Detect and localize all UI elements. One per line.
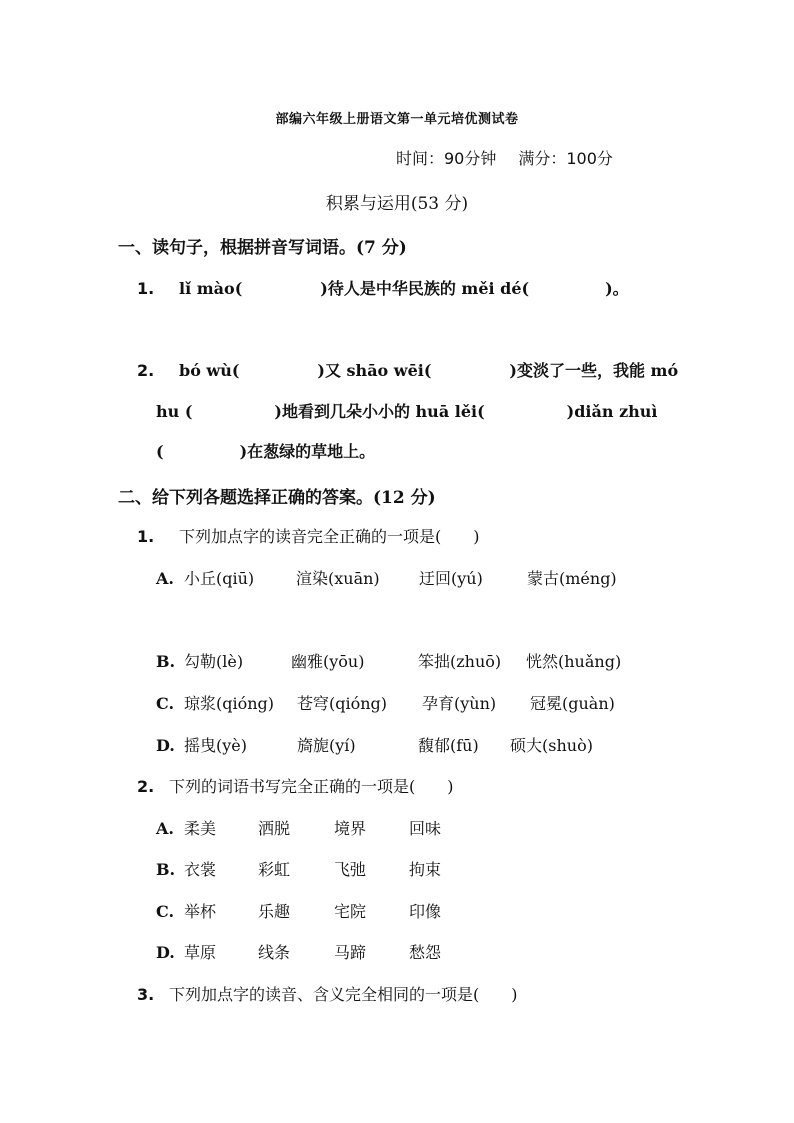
s2-q3-number: 3. [137,985,155,1004]
option-item: 勾勒(lè) [184,652,244,671]
option-item: 苍穹(qióng) [297,694,388,713]
option-item: 飞弛 [334,860,367,879]
option-item: 旖旎(yí) [297,736,356,755]
s2-q1-option-d [156,733,593,756]
s1-q2-line1-c: )变淡了一些，我能 mó [509,361,679,380]
part-heading: 积累与运用(53 分) [325,194,469,214]
option-item: 蒙古(méng) [527,569,617,588]
s2-q1-number: 1. [137,527,155,546]
option-item: 渲染(xuān) [296,569,380,588]
option-label: C. [156,902,175,921]
option-item: 硕大(shuò) [510,736,593,755]
option-item: 印像 [409,902,442,921]
option-item: 线条 [258,943,291,962]
s1-q2-line3-a: ( [156,442,164,461]
s1-q2-number: 2. [137,361,155,380]
s1-question-2-line2 [156,399,658,422]
option-item: 孕育(yùn) [422,694,497,713]
s2-q2-option-d [156,940,441,963]
s1-q1-text-c: )。 [605,279,629,298]
s1-question-2-line3 [156,439,375,462]
s2-q1-text: 下列加点字的读音完全正确的一项是( ) [179,527,480,546]
s1-q2-line1-b: )又 shāo wēi( [317,361,432,380]
option-item: 柔美 [184,819,217,838]
s1-q2-line3-b: )在葱绿的草地上。 [239,442,376,461]
s2-question-1 [137,524,480,547]
option-item: 琼浆(qióng) [184,694,275,713]
option-item: 宅院 [334,902,367,921]
s2-question-2 [137,774,454,797]
s2-q2-option-c [156,899,441,922]
option-item: 恍然(huǎng) [526,652,622,671]
option-item: 冠冕(guàn) [530,694,615,713]
s1-q1-text-b: )待人是中华民族的 měi dé( [320,279,530,298]
s1-q2-line2-c: )diǎn zhuì [566,402,658,421]
s2-q2-text: 下列的词语书写完全正确的一项是( ) [169,777,454,796]
exam-score: 满分：100分 [518,149,613,168]
s1-q2-line2-a: hu ( [156,402,193,421]
s2-q2-option-b [156,857,441,880]
option-item: 笨拙(zhuō) [418,652,502,671]
s2-q1-option-a [156,566,617,589]
option-item: 回味 [409,819,442,838]
s1-question-1 [137,276,629,299]
option-item: 小丘(qiū) [184,569,255,588]
section1-heading: 一、读句子，根据拼音写词语。(7 分) [118,238,407,258]
s1-q1-text-a: lǐ mào( [179,279,243,298]
s2-q2-option-a [156,816,441,839]
s1-question-2-line1 [137,358,678,381]
option-item: 洒脱 [258,819,291,838]
s1-q1-number: 1. [137,279,155,298]
exam-time: 时间：90分钟 [396,149,497,168]
s1-q2-line2-b: )地看到几朵小小的 huā lěi( [274,402,485,421]
s1-q2-line1-a: bó wù( [179,361,240,380]
option-item: 乐趣 [258,902,291,921]
option-label: D. [156,736,175,755]
s2-q1-option-b [156,649,621,672]
option-item: 迂回(yú) [419,569,483,588]
option-item: 馥郁(fū) [418,736,479,755]
option-item: 幽雅(yōu) [291,652,365,671]
option-item: 马蹄 [334,943,367,962]
paper-title: 部编六年级上册语文第一单元培优测试卷 [275,112,519,127]
option-item: 摇曳(yè) [184,736,247,755]
section2-heading: 二、给下列各题选择正确的答案。(12 分) [118,488,436,508]
exam-meta [396,146,613,169]
s2-question-3 [137,982,518,1005]
option-label: A. [156,819,174,838]
s2-q1-option-c [156,691,615,714]
s2-q3-text: 下列加点字的读音、含义完全相同的一项是( ) [169,985,518,1004]
option-label: B. [156,860,176,879]
option-label: B. [156,652,176,671]
option-item: 拘束 [409,860,442,879]
option-item: 彩虹 [258,860,291,879]
option-item: 草原 [184,943,217,962]
option-label: D. [156,943,175,962]
s2-q2-number: 2. [137,777,155,796]
option-item: 境界 [334,819,367,838]
option-label: C. [156,694,175,713]
option-item: 愁怨 [409,943,442,962]
option-item: 举杯 [184,902,217,921]
option-label: A. [156,569,174,588]
option-item: 衣裳 [184,860,217,879]
